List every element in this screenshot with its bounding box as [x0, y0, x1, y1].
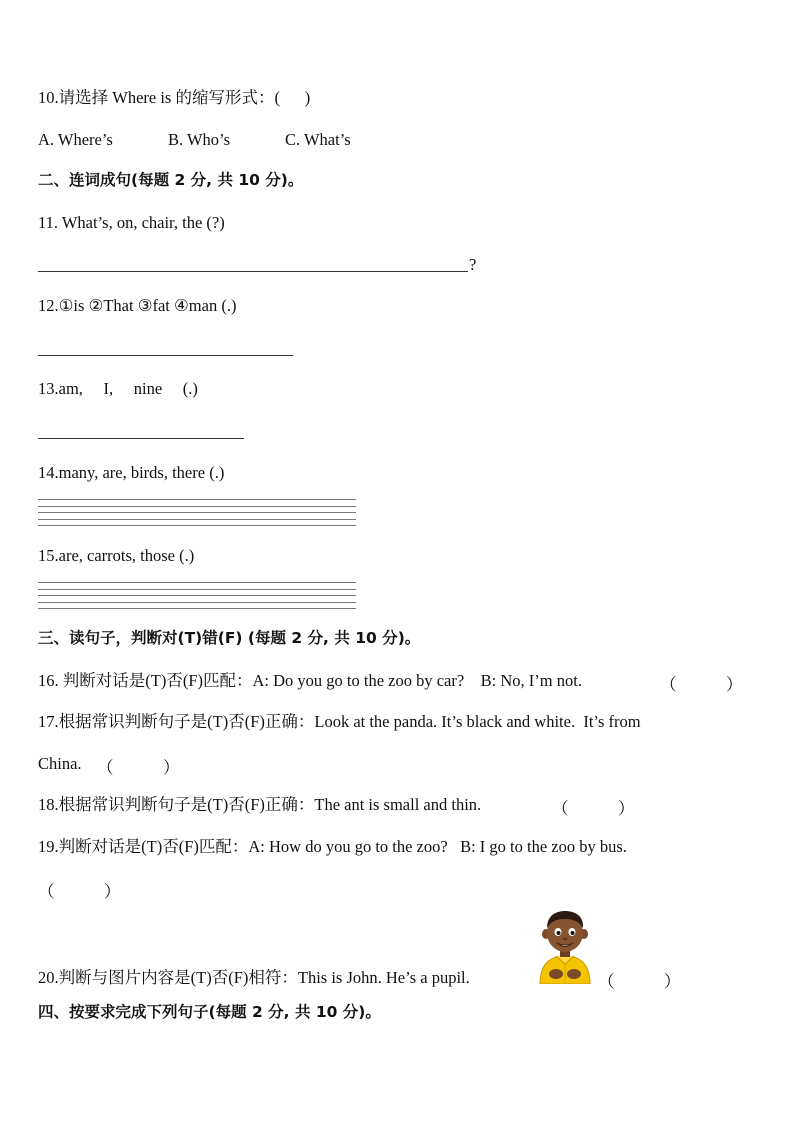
option-c: C. What’s [285, 130, 351, 149]
question-18: 18.根据常识判断句子是(T)否(F)正确：The ant is small and thin. [38, 795, 482, 814]
question-10: 10.请选择 Where is 的缩写形式：( ) [38, 88, 311, 107]
answer-lines-14[interactable] [38, 499, 356, 532]
question-19: 19.判断对话是(T)否(F)匹配：A: How do you go to the zoo? B: I go to the zoo by bus. [38, 837, 627, 856]
option-a: A. Where’s [38, 130, 113, 149]
question-14: 14.many, are, birds, there (.) [38, 463, 225, 482]
question-17-cont: China. [38, 754, 82, 773]
answer-paren-18[interactable]: （ ） [552, 799, 635, 818]
question-17: 17.根据常识判断句子是(T)否(F)正确：Look at the panda. It’s black and white. It’s from [38, 712, 641, 731]
answer-paren-19[interactable]: （ ） [38, 882, 121, 901]
question-16: 16. 判断对话是(T)否(F)匹配：A: Do you go to the zoo by car? B: No, I’m not. [38, 671, 582, 690]
answer-line-11[interactable] [38, 271, 468, 272]
answer-paren-20[interactable]: （ ） [598, 972, 681, 991]
answer-line-12[interactable] [38, 355, 293, 356]
section-4-title: 四、按要求完成下列句子(每题 2 分, 共 10 分)。 [38, 1003, 381, 1021]
question-13: 13.am, I, nine (.) [38, 379, 198, 398]
question-12: 12.①is ②That ③fat ④man (.) [38, 296, 237, 315]
question-15: 15.are, carrots, those (.) [38, 546, 195, 565]
question-mark: ? [469, 255, 477, 274]
answer-paren-17[interactable]: （ ） [97, 758, 180, 777]
section-2-title: 二、连词成句(每题 2 分, 共 10 分)。 [38, 171, 304, 189]
option-b: B. Who’s [168, 130, 231, 149]
boy-pupil-illustration [534, 908, 596, 984]
answer-lines-15[interactable] [38, 582, 356, 615]
question-20: 20.判断与图片内容是(T)否(F)相符：This is John. He’s a pupil. [38, 968, 470, 987]
answer-paren-16[interactable]: （ ） [660, 675, 743, 694]
section-3-title: 三、读句子，判断对(T)错(F) (每题 2 分, 共 10 分)。 [38, 629, 421, 647]
answer-line-13[interactable] [38, 438, 244, 439]
question-11: 11. What’s, on, chair, the (?) [38, 213, 225, 232]
